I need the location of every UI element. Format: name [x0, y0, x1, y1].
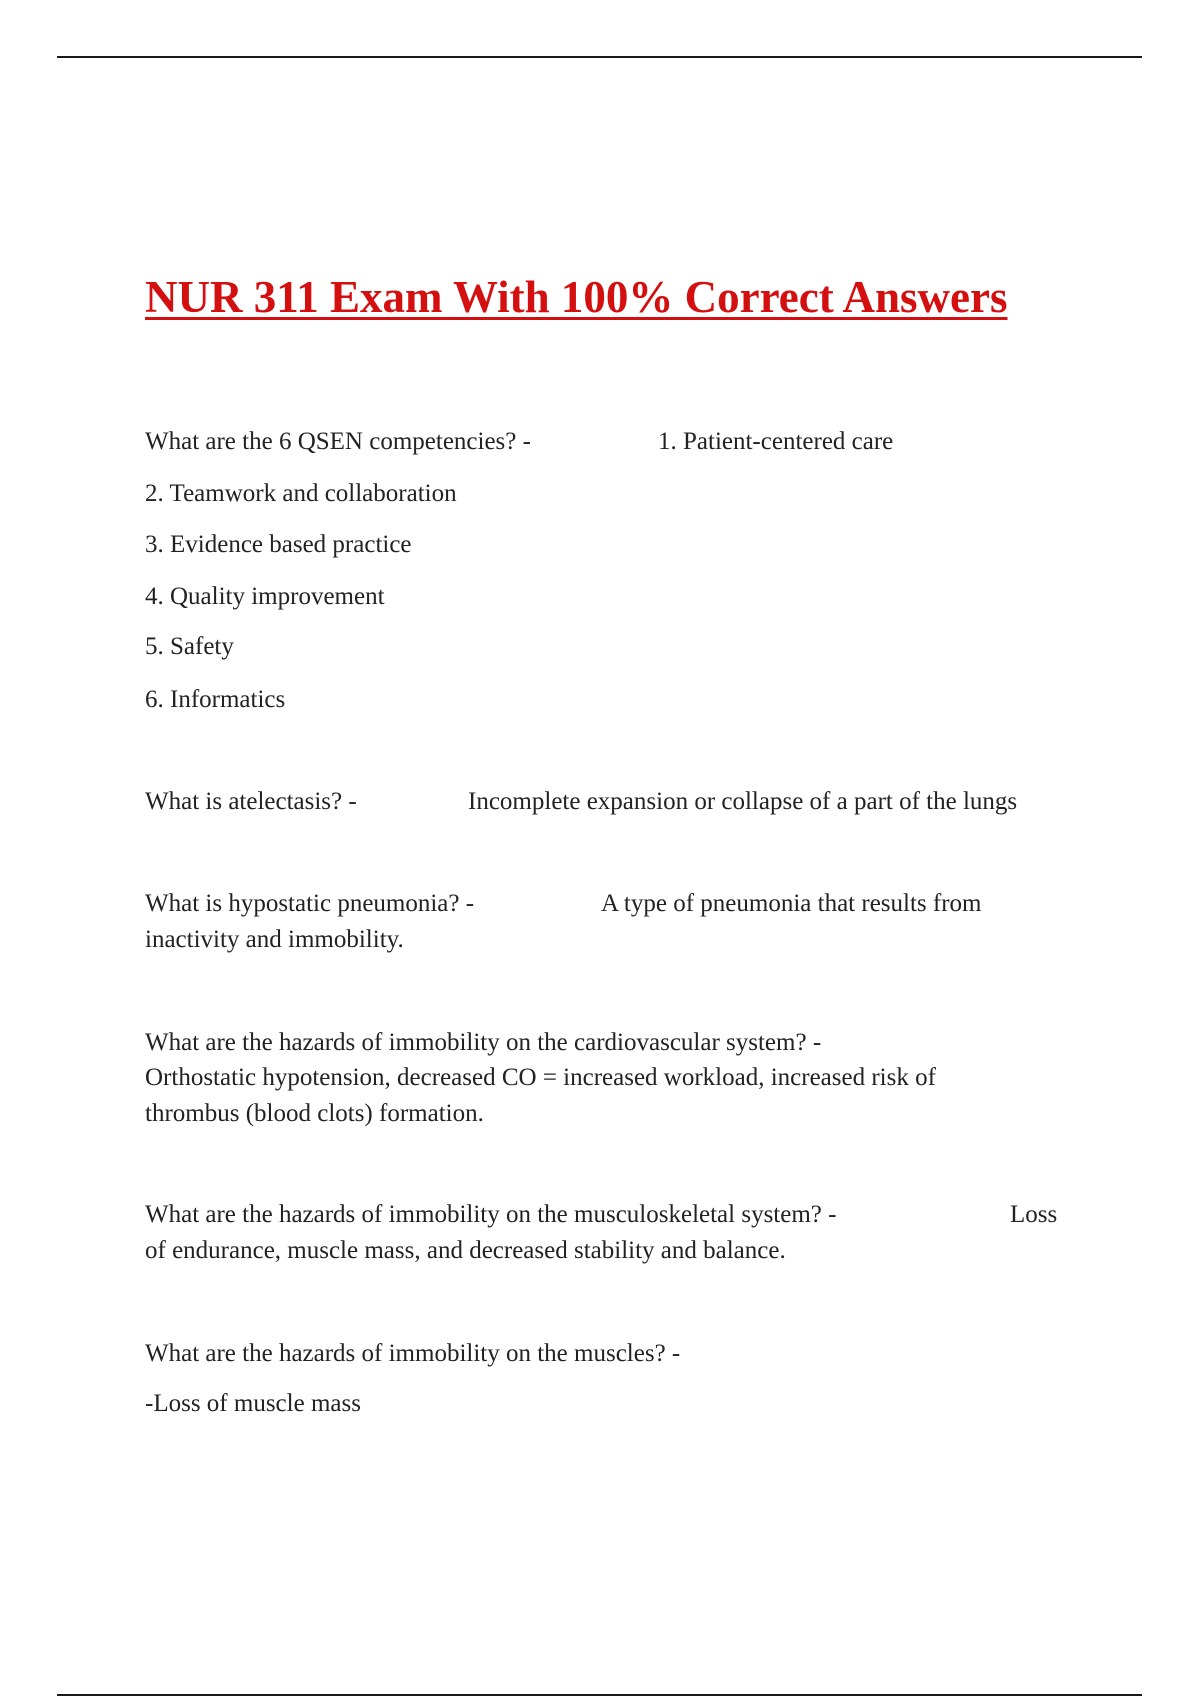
hypostatic-answer-line2: inactivity and immobility.	[145, 926, 404, 953]
footer-rule	[57, 1694, 1142, 1696]
musculo-question: What are the hazards of immobility on the musculoskeletal system? -	[145, 1201, 837, 1228]
cardio-answer-line2: thrombus (blood clots) formation.	[145, 1100, 484, 1127]
atelectasis-answer: Incomplete expansion or collapse of a part of the lungs	[468, 788, 1018, 815]
qsen-question: What are the 6 QSEN competencies? -	[145, 428, 531, 455]
muscles-question: What are the hazards of immobility on the muscles? -	[145, 1340, 681, 1367]
header-rule	[57, 56, 1142, 58]
hypostatic-question: What is hypostatic pneumonia? -	[145, 890, 475, 917]
muscles-answer: -Loss of muscle mass	[145, 1390, 361, 1417]
document-title: NUR 311 Exam With 100% Correct Answers	[145, 272, 1008, 322]
qsen-answer-3: 3. Evidence based practice	[145, 531, 412, 558]
musculo-answer-line2: of endurance, muscle mass, and decreased stability and balance.	[145, 1237, 786, 1264]
qsen-answer-6: 6. Informatics	[145, 686, 286, 713]
qsen-answer-1: 1. Patient-centered care	[658, 428, 894, 455]
cardio-question: What are the hazards of immobility on the cardiovascular system? -	[145, 1029, 822, 1056]
cardio-answer-line1: Orthostatic hypotension, decreased CO = increased workload, increased risk of	[145, 1064, 936, 1091]
atelectasis-question: What is atelectasis? -	[145, 788, 357, 815]
qsen-answer-4: 4. Quality improvement	[145, 583, 385, 610]
qsen-answer-5: 5. Safety	[145, 633, 234, 660]
qsen-answer-2: 2. Teamwork and collaboration	[145, 480, 457, 507]
hypostatic-answer-line1: A type of pneumonia that results from	[601, 890, 982, 917]
musculo-answer-start: Loss	[1010, 1201, 1058, 1228]
